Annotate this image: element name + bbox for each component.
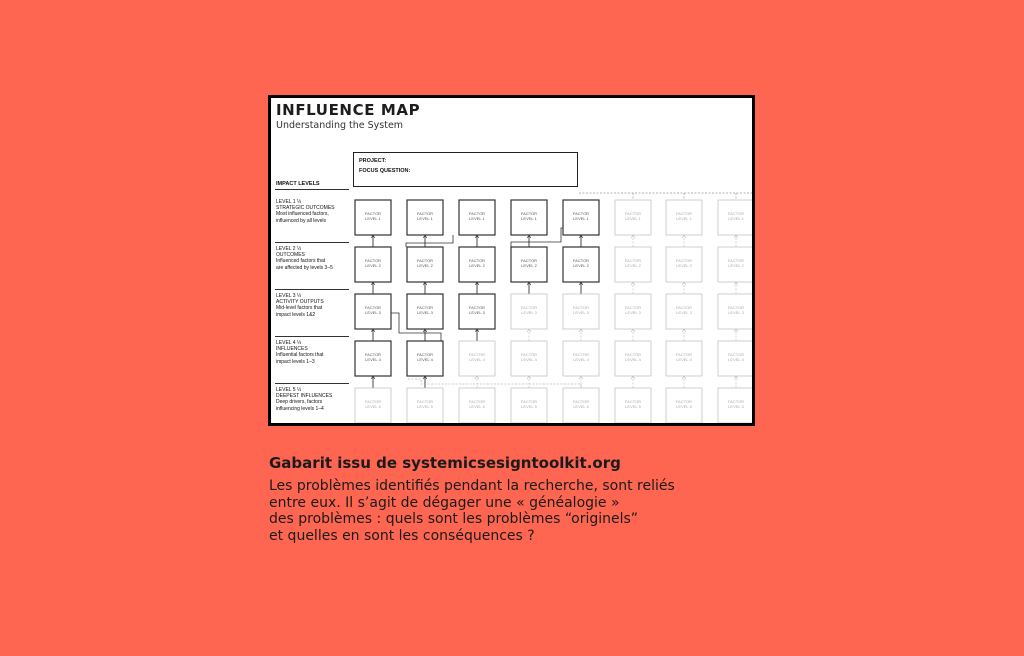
factor-label: FACTOR — [624, 258, 642, 263]
factor-level-label: LEVEL 4 — [521, 357, 537, 362]
factor-level-label: LEVEL 1 — [417, 216, 433, 221]
factor-label: FACTOR — [364, 258, 382, 263]
factor-level-label: LEVEL 3 — [521, 310, 537, 315]
factor-level-label: LEVEL 4 — [625, 357, 641, 362]
map-title: INFLUENCE MAP — [276, 101, 421, 119]
factor-label: FACTOR — [675, 399, 693, 404]
level-desc: Deep drivers, factors — [276, 399, 323, 406]
factor-grid — [271, 98, 752, 423]
factor-level-label: LEVEL 2 — [469, 263, 485, 268]
factor-level-label: LEVEL 3 — [417, 310, 433, 315]
level-name: DEEPEST INFLUENCES — [276, 393, 333, 400]
level-code: LEVEL 2 ⅓ — [276, 246, 302, 252]
factor-level-label: LEVEL 2 — [625, 263, 641, 268]
factor-level-label: LEVEL 5 — [676, 404, 692, 409]
factor-label: FACTOR — [675, 305, 693, 310]
factor-label: FACTOR — [520, 399, 538, 404]
factor-level-label: LEVEL 5 — [728, 404, 744, 409]
factor-level-label: LEVEL 4 — [469, 357, 485, 362]
description-line: Les problèmes identifiés pendant la recherche, sont reliés — [269, 478, 675, 494]
factor-level-label: LEVEL 2 — [573, 263, 589, 268]
factor-label: FACTOR — [727, 211, 745, 216]
map-subtitle: Understanding the System — [276, 120, 404, 131]
level-desc: Most influenced factors, — [276, 211, 329, 218]
factor-level-label: LEVEL 1 — [728, 216, 744, 221]
factor-level-label: LEVEL 1 — [625, 216, 641, 221]
factor-level-label: LEVEL 4 — [676, 357, 692, 362]
level-desc: are affected by levels 3–5 — [276, 264, 333, 271]
factor-level-label: LEVEL 5 — [573, 404, 589, 409]
level-desc: Influential factors that — [276, 352, 324, 359]
factor-level-label: LEVEL 4 — [417, 357, 433, 362]
factor-label: FACTOR — [572, 211, 590, 216]
factor-label: FACTOR — [675, 211, 693, 216]
influence-map-sheet — [271, 98, 752, 423]
factor-label: FACTOR — [520, 258, 538, 263]
factor-label: FACTOR — [468, 352, 486, 357]
factor-label: FACTOR — [364, 305, 382, 310]
level-desc: impact levels 1&2 — [276, 311, 316, 318]
focus-question-label: FOCUS QUESTION: — [359, 168, 411, 174]
factor-label: FACTOR — [468, 258, 486, 263]
level-name: OUTCOMES — [276, 252, 305, 259]
project-label: PROJECT: — [359, 158, 387, 164]
description — [269, 478, 739, 544]
factor-label: FACTOR — [675, 258, 693, 263]
factor-label: FACTOR — [520, 211, 538, 216]
factor-level-label: LEVEL 4 — [728, 357, 744, 362]
caption: Gabarit issu de systemicsesigntoolkit.org — [269, 454, 621, 472]
factor-label: FACTOR — [416, 305, 434, 310]
level-name: INFLUENCES — [276, 346, 308, 353]
factor-label: FACTOR — [416, 399, 434, 404]
factor-label: FACTOR — [572, 399, 590, 404]
factor-label: FACTOR — [624, 352, 642, 357]
factor-level-label: LEVEL 2 — [417, 263, 433, 268]
factor-level-label: LEVEL 3 — [573, 310, 589, 315]
factor-level-label: LEVEL 3 — [625, 310, 641, 315]
factor-label: FACTOR — [416, 211, 434, 216]
factor-level-label: LEVEL 1 — [573, 216, 589, 221]
description-line: des problèmes : quels sont les problèmes “originels” — [269, 511, 639, 527]
factor-label: FACTOR — [572, 352, 590, 357]
factor-label: FACTOR — [624, 399, 642, 404]
factor-level-label: LEVEL 4 — [365, 357, 381, 362]
level-name: STRATEGIC OUTCOMES — [276, 205, 335, 212]
connector-line — [408, 379, 581, 388]
factor-label: FACTOR — [364, 211, 382, 216]
level-desc: influenced by all levels — [276, 217, 327, 224]
factor-level-label: LEVEL 2 — [365, 263, 381, 268]
factor-label: FACTOR — [727, 305, 745, 310]
factor-level-label: LEVEL 5 — [625, 404, 641, 409]
level-desc: impact levels 1–3 — [276, 358, 315, 365]
factor-label: FACTOR — [572, 305, 590, 310]
factor-label: FACTOR — [520, 305, 538, 310]
factor-label: FACTOR — [624, 211, 642, 216]
factor-label: FACTOR — [364, 352, 382, 357]
level-name: ACTIVITY OUTPUTS — [276, 299, 324, 306]
level-code: LEVEL 4 ⅓ — [276, 340, 302, 346]
factor-label: FACTOR — [416, 258, 434, 263]
factor-label: FACTOR — [468, 305, 486, 310]
factor-label: FACTOR — [416, 352, 434, 357]
description-line: entre eux. Il s’agit de dégager une « généalogie » — [269, 494, 620, 511]
factor-level-label: LEVEL 5 — [417, 404, 433, 409]
factor-label: FACTOR — [520, 352, 538, 357]
factor-label: FACTOR — [624, 305, 642, 310]
factor-level-label: LEVEL 2 — [521, 263, 537, 268]
factor-label: FACTOR — [727, 258, 745, 263]
factor-label: FACTOR — [727, 399, 745, 404]
level-desc: Influenced factors that — [276, 258, 326, 265]
factor-level-label: LEVEL 1 — [676, 216, 692, 221]
factor-level-label: LEVEL 2 — [676, 263, 692, 268]
level-desc: influencing levels 1–4 — [276, 405, 324, 412]
factor-level-label: LEVEL 5 — [521, 404, 537, 409]
level-code: LEVEL 5 ⅓ — [276, 387, 302, 393]
description-line: et quelles en sont les conséquences ? — [269, 527, 535, 544]
factor-level-label: LEVEL 3 — [469, 310, 485, 315]
influence-map-template — [268, 95, 755, 426]
factor-level-label: LEVEL 1 — [521, 216, 537, 221]
factor-label: FACTOR — [675, 352, 693, 357]
factor-level-label: LEVEL 5 — [469, 404, 485, 409]
factor-label: FACTOR — [572, 258, 590, 263]
factor-level-label: LEVEL 1 — [469, 216, 485, 221]
level-code: LEVEL 1 ⅓ — [276, 199, 302, 205]
level-desc: Mid-level factors that — [276, 305, 323, 312]
factor-label: FACTOR — [468, 399, 486, 404]
factor-level-label: LEVEL 2 — [728, 263, 744, 268]
factor-label: FACTOR — [364, 399, 382, 404]
factor-level-label: LEVEL 3 — [676, 310, 692, 315]
factor-label: FACTOR — [468, 211, 486, 216]
factor-level-label: LEVEL 4 — [573, 357, 589, 362]
factor-level-label: LEVEL 5 — [365, 404, 381, 409]
factor-level-label: LEVEL 3 — [365, 310, 381, 315]
factor-level-label: LEVEL 3 — [728, 310, 744, 315]
connector-line — [406, 235, 453, 247]
factor-level-label: LEVEL 1 — [365, 216, 381, 221]
level-code: LEVEL 3 ⅓ — [276, 293, 302, 299]
factor-label: FACTOR — [727, 352, 745, 357]
impact-levels-heading: IMPACT LEVELS — [276, 181, 320, 187]
